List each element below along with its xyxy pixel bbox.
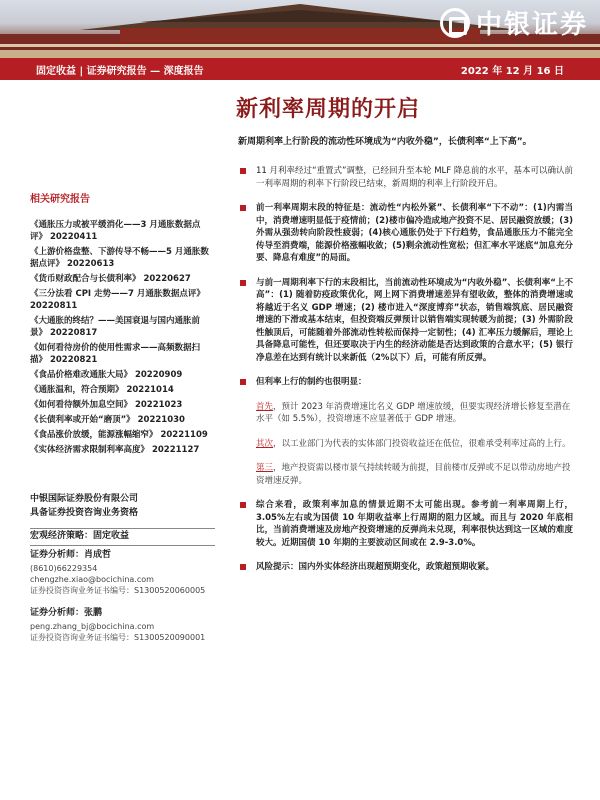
related-report-item[interactable]: 《大通胀的终结？——美国衰退与国内通胀前景》 20220817 <box>30 316 201 338</box>
bullet-icon <box>240 379 246 385</box>
header-banner <box>0 0 600 58</box>
related-report-item[interactable]: 《如何看待额外加息空间》 20221023 <box>30 400 183 410</box>
organization-info <box>30 492 215 520</box>
lead-summary: 新周期利率上行阶段的流动性环境成为“内收外稳”，长债利率“上下高”。 <box>238 137 532 147</box>
related-report-item[interactable]: 《食品价格难改通胀大局》 20220909 <box>30 370 183 380</box>
sub-point: 首先，预计 2023 年消费增速比名义 GDP 增速放缓，但要实现经济增长修复至潜在水平（如 5.5%），投资增速不应显著低于 GDP 增速。 <box>256 401 571 424</box>
bullet-icon <box>240 205 246 211</box>
sector-label: 宏观经济策略：固定收益 <box>30 531 130 541</box>
org-qualification: 具备证券投资咨询业务资格 <box>30 508 139 518</box>
analyst-license: 证券投资咨询业务证书编号：S1300520090001 <box>30 633 206 642</box>
divider <box>30 545 215 546</box>
report-date: 2022 年 12 月 16 日 <box>460 66 564 77</box>
related-report-item[interactable]: 《货币财政配合与长债利率》 20220627 <box>30 274 191 284</box>
analyst-license: 证券投资咨询业务证书编号：S1300520060005 <box>30 586 206 595</box>
boc-logo-icon <box>440 8 470 38</box>
bullet-icon <box>240 168 246 174</box>
body-paragraph: 11 月利率经过“重置式”调整，已经回升至本轮 MLF 降息前的水平，基本可以确认前一利率周期的利率下行阶段已结束，新周期的利率上行阶段开启。 <box>238 165 573 190</box>
org-name: 中银国际证券股份有限公司 <box>30 494 139 504</box>
brand-logo <box>440 4 588 41</box>
analyst-card <box>30 608 220 643</box>
body-paragraph: 前一利率周期末段的特征是：流动性“内松外紧”、长债利率“下不动”：(1)内需当中，消费增速明显低于疫情前；(2)楼市偏冷造成地产投资不足、居民融资放缓；(3)外需从强劲转向阶段性疲弱；(4)核心通胀仍处于下行趋势，食品通胀压力不能完全传导至消费端，能源价格涨幅收敛；(5)剩余流动性宽松；但汇率水平迷底“加息充分要、降息有难度”的局面。 <box>238 202 573 265</box>
bullet-icon <box>240 502 246 508</box>
body-paragraph: 与前一周期利率下行的末段相比，当前流动性环境成为“内收外稳”、长债利率“上不高”：(1) 随着防疫政策优化，网上网下消费增速差异有望收敛，整体的消费增速或将越近于名义 GDP 增速；(2) 楼市进入“深度博弈”状态，销售端筑底、居民融资增速的下滑或基本结束，但投资端反弹预计以销售端实现转暖为前提；(3) 外需阶段性触顶后，可能随着外部流动性转松而保持一定韧性；(4) 汇率压力缓解后，理论上具备降息可能性，但还要取决于内生的经济动能是否达到政策的合意水平；(5) 银行净息差在达到有统计以来新低（2%以下）后，可能有所反弹。 <box>238 277 573 365</box>
analyst-email[interactable]: chengzhe.xiao@bocichina.com <box>30 575 154 584</box>
divider <box>30 528 215 529</box>
related-reports-heading: 相关研究报告 <box>30 194 90 205</box>
body-paragraph: 但利率上行的制约也很明显： <box>238 376 573 389</box>
analyst-email[interactable]: peng.zhang_bj@bocichina.com <box>30 622 155 631</box>
body-paragraph: 综合来看，政策利率加息的情景近期不太可能出现。参考前一利率周期上行，3.05%左右或为国债 10 年期收益率上行周期的阻力区域。而且与 2020 年底相比，当前消费增速及房地产投资增速的反弹尚未兑现，利率很快达到这一区域的难度较大。近期国债 10 年期的主要波动区间或在 2.9-3.0%。 <box>238 499 573 549</box>
sub-point: 第三，地产投资需以楼市景气持续转暖为前提，目前楼市反弹或不足以带动房地产投资增速反弹。 <box>256 463 571 486</box>
related-report-item[interactable]: 《通胀温和，符合预期》 20221014 <box>30 385 174 395</box>
analyst-card <box>30 550 220 596</box>
analyst-name: 证券分析师：肖成哲 <box>30 550 112 560</box>
related-report-item[interactable]: 《三分法看 CPI 走势——7 月通胀数据点评》 20220811 <box>30 289 205 311</box>
risk-warning: 风险提示：国内外实体经济出现超预期变化，政策超预期收紧。 <box>238 561 573 574</box>
sub-point: 其次，以工业部门为代表的实体部门投资收益还在低位，很难承受利率过高的上行。 <box>256 438 571 449</box>
bullet-icon <box>240 280 246 286</box>
analyst-phone: (8610)66229354 <box>30 564 98 573</box>
brand-name: 中银证券 <box>475 10 588 40</box>
related-report-item[interactable]: 《上游价格盘整、下游传导不畅——5 月通胀数据点评》 20220613 <box>30 247 209 269</box>
bullet-icon <box>240 564 246 570</box>
category-bar <box>0 58 600 80</box>
related-reports <box>30 190 215 459</box>
related-report-item[interactable]: 《如何看待房价的使用性需求——高频数据扫描》 20220821 <box>30 343 201 365</box>
report-body <box>238 136 573 586</box>
page-title: 新利率周期的开启 <box>236 97 421 122</box>
analyst-name: 证券分析师：张鹏 <box>30 608 103 618</box>
related-report-item[interactable]: 《长债利率或开始“磨顶”》 20221030 <box>30 415 185 425</box>
related-report-item[interactable]: 《通胀压力或被平缓消化——3 月通胀数据点评》 20220411 <box>30 220 201 242</box>
related-report-item[interactable]: 《实体经济需求限制利率高度》 20221127 <box>30 445 200 455</box>
related-report-item[interactable]: 《食品涨价放缓，能源涨幅缩窄》 20221109 <box>30 430 208 440</box>
report-category: 固定收益 | 证券研究报告 — 深度报告 <box>36 66 204 77</box>
